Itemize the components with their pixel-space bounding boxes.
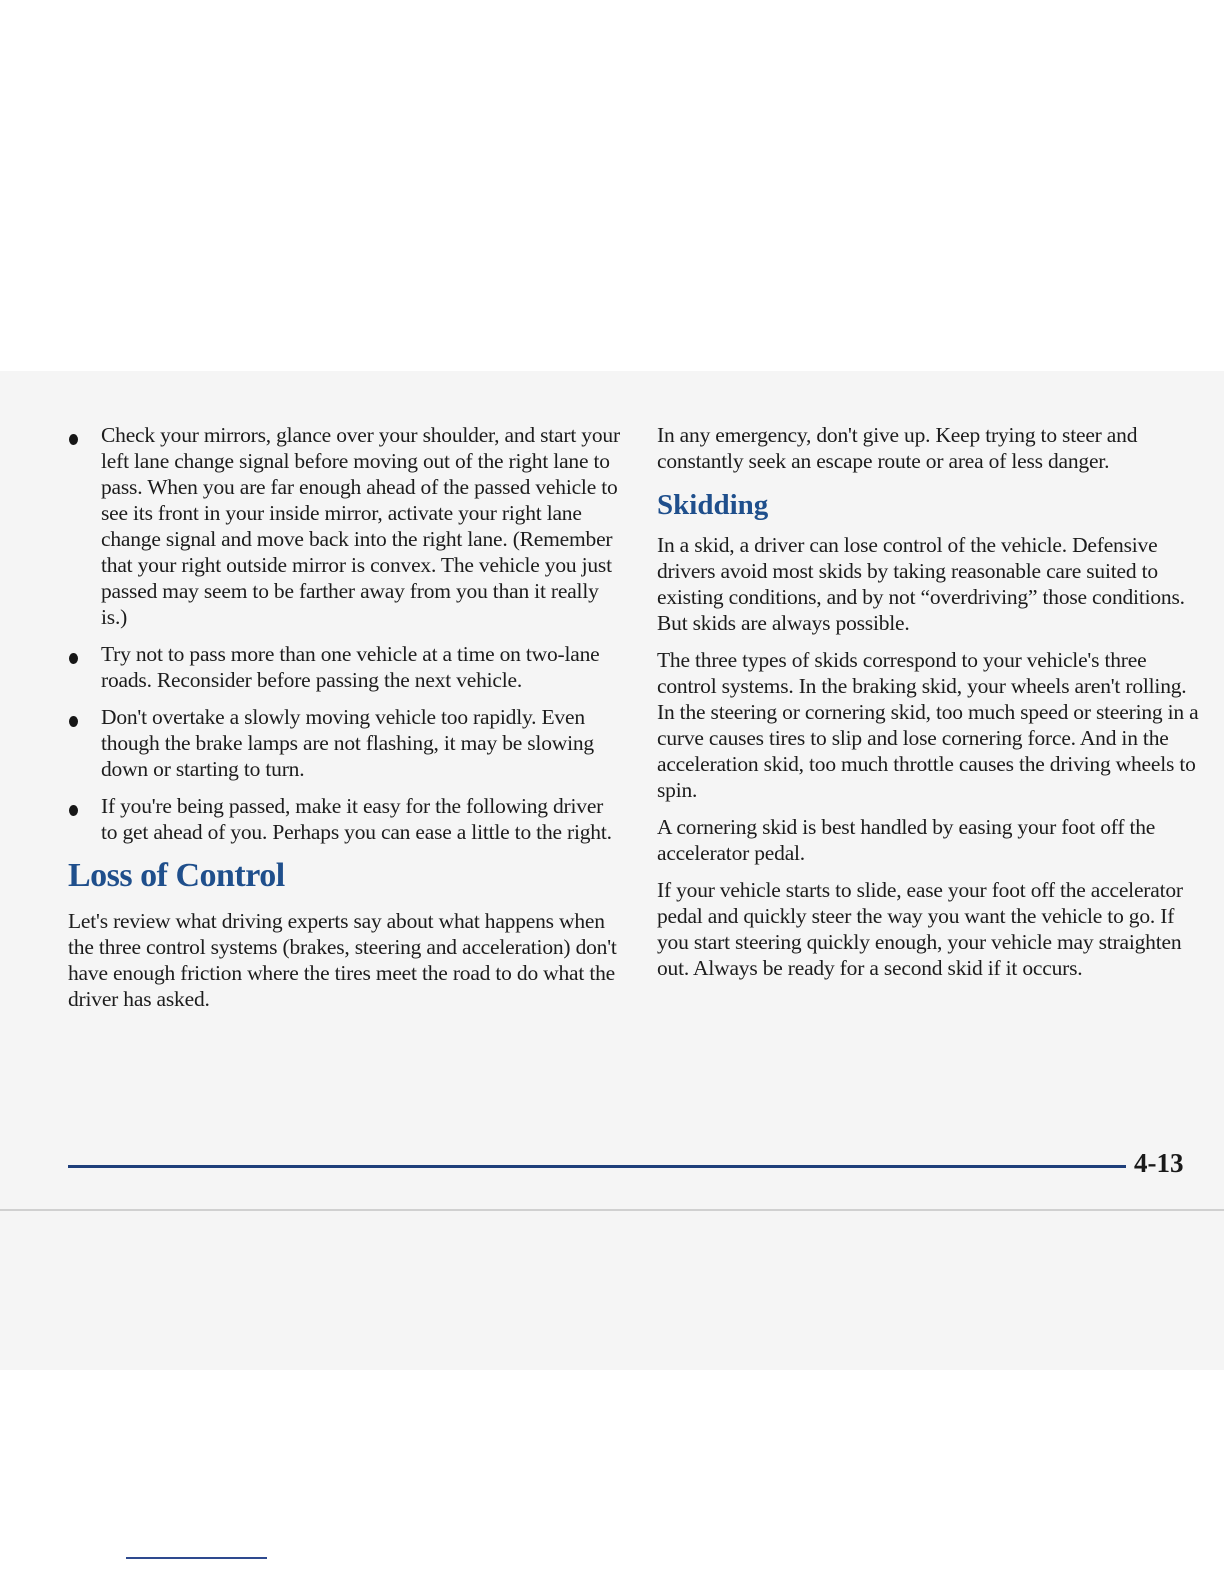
passing-tips-list	[62, 422, 622, 845]
bullet-icon	[69, 434, 78, 445]
skid-types-paragraph: The three types of skids correspond to your vehicle's three control systems. In the braking skid, your wheels aren't rolling. In the steering or cornering skid, too much speed or steering in a curve causes tires to slip and lose cornering force. And in the acceleration skid, too much throttle causes the driving wheels to spin.	[657, 648, 1199, 802]
loss-of-control-heading: Loss of Control	[68, 857, 285, 894]
bullet-icon	[69, 805, 78, 816]
list-item	[62, 793, 622, 845]
slide-recovery-paragraph: If your vehicle starts to slide, ease your foot off the accelerator pedal and quickly steer the way you want the vehicle to go. If you start steering quickly enough, your vehicle may straighten out. Always be ready for a second skid if it occurs.	[657, 878, 1183, 980]
loss-of-control-paragraph: Let's review what driving experts say about what happens when the three control systems (brakes, steering and acceleration) don't have enough friction where the tires meet the road to do what the driver has asked.	[68, 909, 617, 1011]
list-item	[62, 704, 622, 782]
bullet-text: Try not to pass more than one vehicle at a time on two-lane roads. Reconsider before passing the next vehicle.	[101, 642, 600, 692]
emergency-paragraph: In any emergency, don't give up. Keep trying to steer and constantly seek an escape route or area of less danger.	[657, 423, 1138, 473]
footer-rule	[68, 1165, 1126, 1168]
bullet-text: Check your mirrors, glance over your shoulder, and start your left lane change signal before moving out of the right lane to pass. When you are far enough ahead of the passed vehicle to see its front in your inside mirror, activate your right lane change signal and move back into the right lane. (Remember that your right outside mirror is convex. The vehicle you just passed may seem to be farther away from you than it really is.)	[101, 423, 620, 629]
bullet-text: Don't overtake a slowly moving vehicle too rapidly. Even though the brake lamps are not flashing, it may be slowing down or starting to turn.	[101, 705, 594, 781]
cornering-skid-paragraph: A cornering skid is best handled by easing your foot off the accelerator pedal.	[657, 815, 1156, 865]
skidding-heading: Skidding	[657, 489, 769, 521]
bullet-text: If you're being passed, make it easy for the following driver to get ahead of you. Perhaps you can ease a little to the right.	[101, 794, 612, 844]
right-column	[657, 422, 1205, 992]
page-number: 4-13	[1134, 1148, 1184, 1178]
divider	[0, 1209, 1224, 1211]
skidding-paragraph: In a skid, a driver can lose control of the vehicle. Defensive drivers avoid most skids by taking reasonable care suited to existing conditions, and by not “overdriving” those conditions. But skids are always possible.	[657, 533, 1185, 635]
divider	[126, 1557, 267, 1559]
left-column	[62, 422, 622, 1012]
bullet-icon	[69, 653, 78, 664]
bullet-icon	[69, 716, 78, 727]
list-item	[62, 422, 622, 630]
list-item	[62, 641, 622, 693]
